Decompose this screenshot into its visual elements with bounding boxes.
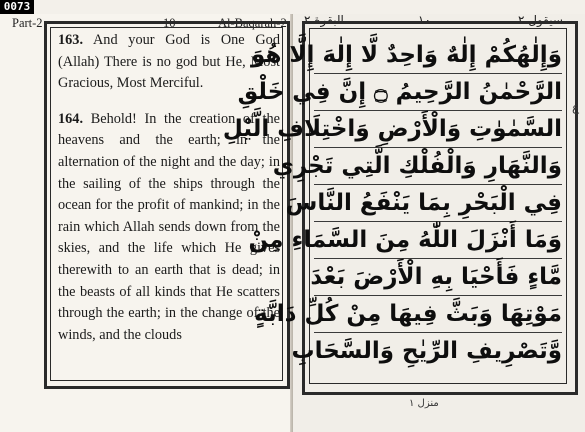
- verse-163-number: 163.: [58, 32, 84, 48]
- ruku-margin-mark: ع: [572, 100, 580, 114]
- verse-164-text: Behold! In the creation of the heavens and the earth; in the alternation of the night and the day; in the sailing of the ships through the ocean for the profit of mankind; in the rain which Allah sends down from the skies, and the life which He gives therewith to an earth that is dead; in the beasts of all kinds that He scatters through the earth; in the change of the winds, and the clouds: [58, 110, 280, 343]
- arabic-line-6: وَمَا أَنْزَلَ اللّٰهُ مِنَ السَّمَاءِ مِنْ: [314, 222, 562, 259]
- left-header-page-number: 10: [163, 16, 176, 30]
- scan-id-label: 0073: [0, 0, 34, 14]
- arabic-line-7: مَّاءٍ فَأَحْيَا بِهِ الْأَرْضَ بَعْدَ: [314, 259, 562, 296]
- verse-163-text: And your God is One God (Allah) There is no god but He, Most Gracious, Most Merciful.: [58, 32, 280, 92]
- arabic-line-1: وَإِلٰهُكُمْ إِلٰهٌ وَاحِدٌ لَّا إِلٰهَ إِلَّا هُوَ: [314, 37, 562, 74]
- arabic-line-3: السَّمٰوٰتِ وَالْأَرْضِ وَاخْتِلَافِ الَّيْلِ: [314, 111, 562, 148]
- arabic-line-9: وَّتَصْرِيفِ الرِّيٰحِ وَالسَّحَابِ: [291, 338, 562, 364]
- verse-164-number: 164.: [58, 110, 84, 127]
- arabic-text: [222, 37, 562, 369]
- left-header-surah: Al-Baqarah-2: [218, 16, 287, 30]
- right-header-part: سيقول ٢: [518, 13, 563, 27]
- left-header-part: Part-2: [12, 16, 43, 30]
- arabic-line-2: الرَّحْمٰنُ الرَّحِيمُ ۝ إِنَّ فِي خَلْقِ: [314, 74, 562, 111]
- manzil-footer: منزل ١: [409, 398, 439, 409]
- arabic-line-4: وَالنَّهَارِ وَالْفُلْكِ الَّتِي تَجْرِي: [314, 148, 562, 185]
- right-header-page-number: ١٠: [418, 13, 431, 27]
- arabic-line-8: مَوْتِهَا وَبَثَّ فِيهَا مِنْ كُلِّ دَابَّةٍ: [314, 296, 562, 333]
- right-header-surah: البقرة ٢: [304, 13, 344, 27]
- arabic-line-5: فِي الْبَحْرِ بِمَا يَنْفَعُ النَّاسَ: [314, 185, 562, 222]
